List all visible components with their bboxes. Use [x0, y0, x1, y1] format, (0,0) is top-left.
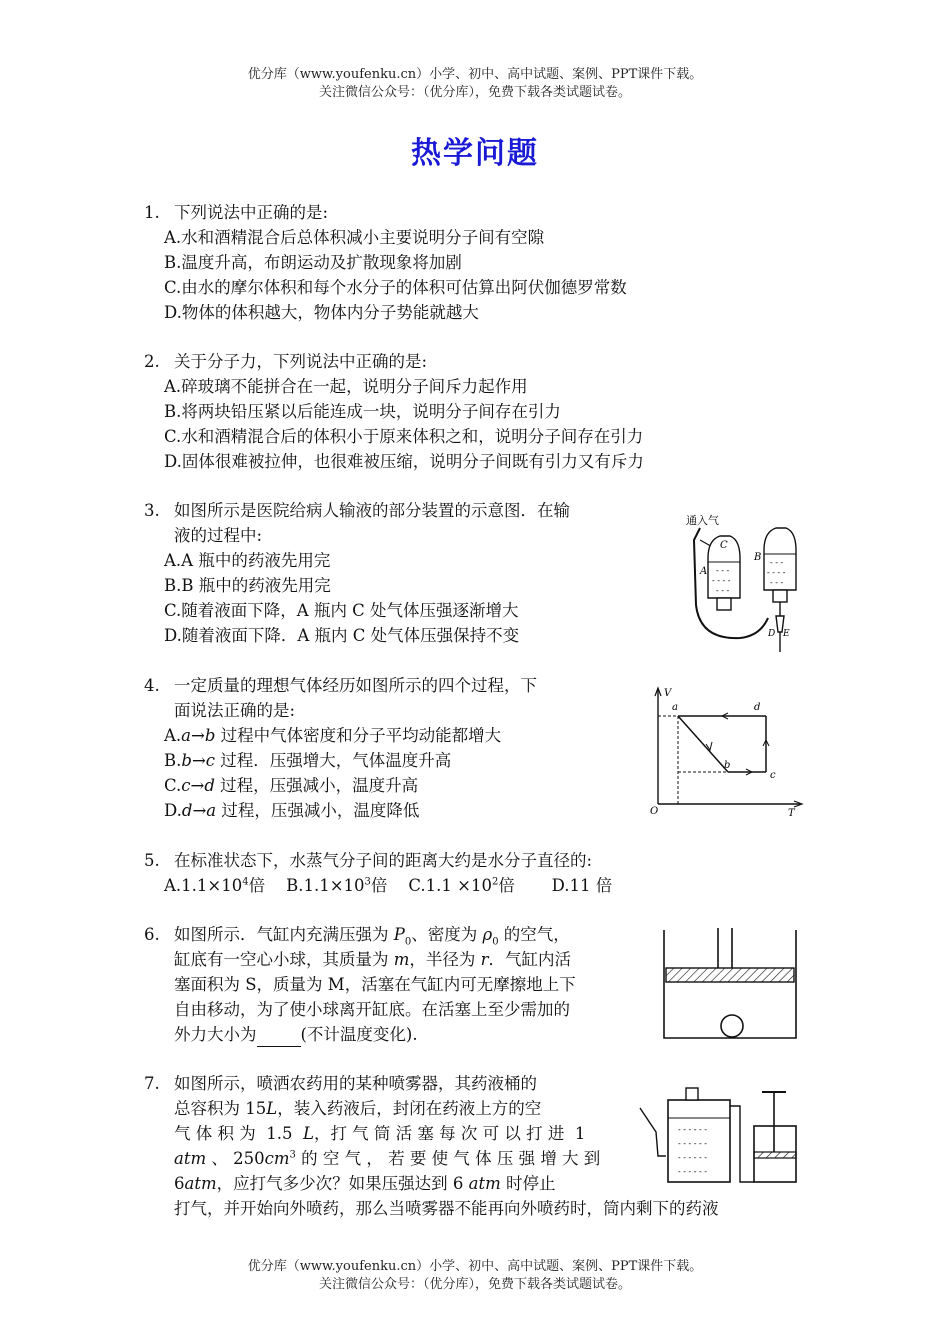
line-5 — [144, 1171, 719, 1196]
symbol-p: P — [393, 925, 405, 944]
text: 、 250 — [206, 1149, 265, 1168]
option-c — [408, 876, 514, 895]
symbol-rho: ρ — [482, 925, 493, 944]
question-stem-line-2: 面说法正确的是: — [174, 701, 296, 720]
exp-3: 3 — [289, 1149, 296, 1161]
state-to: b — [204, 726, 216, 745]
option-prefix: D. — [164, 801, 182, 820]
label-d: D — [768, 629, 776, 639]
state-to: d — [204, 776, 215, 795]
line-4 — [144, 1146, 719, 1171]
options-row — [144, 873, 612, 898]
option-b: B.温度升高，布朗运动及扩散现象将加剧 — [164, 253, 462, 272]
question-number: 5. — [144, 851, 160, 870]
text: ．气缸内活 — [488, 950, 572, 969]
unit-atm: atm — [184, 1174, 217, 1193]
line-3: 塞面积为 S，质量为 M，活塞在气缸内可无摩擦地上下 — [174, 975, 576, 994]
question-stem-line-1: 一定质量的理想气体经历如图所示的四个过程，下 — [174, 676, 537, 695]
arrow: → — [192, 801, 207, 820]
liquid-dashes-1: - - - - - - — [678, 1125, 707, 1134]
connect-tube — [730, 1106, 754, 1182]
liquid-dashes-4: - - - - - - — [678, 1167, 707, 1176]
question-1 — [144, 200, 627, 325]
liquid-dashes-b3: - - - — [770, 578, 784, 587]
option-b — [144, 748, 537, 773]
label-c: c — [770, 770, 776, 781]
label-b: b — [724, 760, 731, 771]
state-to: a — [206, 801, 217, 820]
hollow-ball — [721, 1015, 743, 1037]
question-5 — [144, 848, 612, 898]
footer-line-1: 优分库（www.youfenku.cn）小学、初中、高中试题、案例、PPT课件下载。 — [247, 1259, 703, 1274]
option-text: 过程，压强减小，温度降低 — [216, 801, 420, 820]
option-text: 过程，压强减小，温度升高 — [214, 776, 419, 795]
question-number: 3. — [144, 501, 160, 520]
text: 总容积为 15 — [174, 1099, 267, 1118]
label-o: O — [650, 806, 659, 817]
text: 外力大小为 — [174, 1025, 257, 1044]
line-4: 自由移动，为了使小球离开缸底。在活塞上至少需加的 — [174, 1000, 570, 1019]
option-c — [144, 773, 537, 798]
sprayer-diagram — [638, 1082, 804, 1192]
label-d: d — [754, 702, 761, 713]
state-from: d — [181, 801, 193, 820]
header-line-2: 关注微信公众号：（优分库），免费下载各类试题试卷。 — [318, 85, 631, 100]
option-a — [164, 876, 265, 895]
question-2 — [144, 349, 644, 474]
text: 、密度为 — [411, 925, 483, 944]
state-from: a — [181, 726, 192, 745]
option-a — [144, 723, 537, 748]
arrow: → — [191, 726, 205, 745]
option-b-text: B.1.1×10 — [286, 876, 365, 895]
label-e: E — [783, 629, 790, 639]
answer-blank[interactable] — [257, 1028, 301, 1047]
unit-atm: atm — [468, 1174, 501, 1193]
liquid-dashes-b2: - - - - — [767, 568, 786, 577]
arrow: → — [191, 751, 206, 770]
sub-0: 0 — [492, 936, 499, 948]
option-d: D.11 倍 — [551, 876, 613, 895]
tank-cap — [686, 1088, 698, 1100]
text: ，装入药液后，封闭在药液上方的空 — [277, 1099, 542, 1118]
option-d: D.随着液面下降．A 瓶内 C 处气体压强保持不变 — [164, 626, 520, 645]
question-stem-line-1: 如图所示是医院给病人输液的部分装置的示意图．在输 — [174, 501, 570, 520]
text: ，半径为 — [409, 950, 481, 969]
liquid-dashes-3: - - - - - - — [678, 1153, 707, 1162]
unit-cm: cm — [264, 1149, 290, 1168]
line-1: 如图所示，喷洒农药用的某种喷雾器，其药液桶的 — [174, 1074, 537, 1093]
option-prefix: B. — [164, 751, 182, 770]
vt-diagram — [648, 684, 808, 818]
nozzle-tube — [640, 1108, 666, 1156]
option-c-text: C.1.1 ×10 — [408, 876, 492, 895]
option-prefix: C. — [164, 776, 182, 795]
option-prefix: A. — [164, 726, 182, 745]
sub-0: 0 — [404, 936, 412, 948]
question-4 — [144, 673, 537, 823]
state-to: c — [205, 751, 216, 770]
line-6: 打气，并开始向外喷药，那么当喷雾器不能再向外喷药时，筒内剩下的药液 — [174, 1199, 719, 1218]
text: 缸底有一空心小球，其质量为 — [174, 950, 394, 969]
question-number: 4. — [144, 676, 160, 695]
label-a: A — [700, 566, 708, 577]
footer-line-2: 关注微信公众号：（优分库），免费下载各类试题试卷。 — [318, 1277, 631, 1292]
option-a: A.碎玻璃不能拼合在一起，说明分子间斥力起作用 — [164, 377, 528, 396]
option-b-unit: 倍 — [370, 876, 388, 895]
arrow: → — [190, 776, 205, 795]
text: ，应打气多少次？如果压强达到 6 — [216, 1174, 469, 1193]
line-5 — [144, 1022, 576, 1047]
option-c: C.由水的摩尔体积和每个水分子的体积可估算出阿伏伽德罗常数 — [164, 278, 627, 297]
option-a-text: A.1.1×10 — [164, 876, 243, 895]
text: 的空气， — [498, 925, 570, 944]
option-a-unit: 倍 — [248, 876, 266, 895]
line-3 — [144, 1121, 719, 1146]
liquid-dashes-a: - - - — [716, 566, 730, 575]
text: 6 — [174, 1174, 185, 1193]
line-2 — [144, 1096, 719, 1121]
option-d: D.固体很难被拉伸，也很难被压缩，说明分子间既有引力又有斥力 — [164, 452, 644, 471]
label-a: a — [672, 702, 678, 713]
option-b-exp: 3 — [364, 876, 371, 888]
liquid-dashes-a2: - - - - — [712, 576, 731, 585]
drip-chamber — [776, 602, 784, 652]
unit-atm: atm — [174, 1149, 207, 1168]
text: 的 空 气 ， 若 要 使 气 体 压 强 增 大 到 — [295, 1149, 601, 1168]
label-v: V — [664, 688, 672, 699]
option-c: C.水和酒精混合后的体积小于原来体积之和，说明分子间存在引力 — [164, 427, 644, 446]
question-number: 1. — [144, 203, 160, 222]
option-b: B.B 瓶中的药液先用完 — [164, 576, 331, 595]
option-a-exp: 4 — [242, 876, 249, 888]
option-text: 过程．压强增大，气体温度升高 — [215, 751, 452, 770]
option-d: D.物体的体积越大，物体内分子势能就越大 — [164, 303, 479, 322]
option-b — [286, 876, 387, 895]
question-stem: 关于分子力，下列说法中正确的是: — [174, 352, 428, 371]
text: 气 体 积 为 1.5 — [174, 1124, 303, 1143]
option-c-exp: 2 — [491, 876, 499, 888]
liquid-dashes-2: - - - - - - — [678, 1139, 707, 1148]
question-7 — [144, 1071, 719, 1221]
option-d — [144, 798, 537, 823]
question-3 — [144, 498, 570, 648]
unit-l: L — [266, 1099, 278, 1118]
pump-piston — [754, 1152, 796, 1158]
option-b: B.将两块铅压紧以后能连成一块，说明分子间存在引力 — [164, 402, 561, 421]
text: (不计温度变化). — [300, 1025, 418, 1044]
question-stem-line-2: 液的过程中: — [174, 526, 263, 545]
state-from: c — [181, 776, 191, 795]
label-air-inlet: 通入气 — [686, 514, 719, 527]
piston — [666, 968, 794, 982]
question-6 — [144, 922, 576, 1047]
option-c-unit: 倍 — [498, 876, 515, 895]
label-b: B — [754, 552, 762, 563]
option-c: C.随着液面下降，A 瓶内 C 处气体压强逐渐增大 — [164, 601, 519, 620]
bottle-b-stopper — [773, 590, 787, 602]
label-t: T — [788, 808, 795, 818]
process-ab — [678, 716, 731, 772]
cylinder-diagram — [660, 922, 800, 1042]
option-a: A.水和酒精混合后总体积减小主要说明分子间有空隙 — [164, 228, 545, 247]
option-a: A.A 瓶中的药液先用完 — [164, 551, 331, 570]
option-text: 过程中气体密度和分子平均动能都增大 — [215, 726, 502, 745]
question-number: 2. — [144, 352, 160, 371]
question-stem: 下列说法中正确的是: — [174, 203, 329, 222]
infusion-diagram — [680, 510, 810, 660]
question-stem: 在标准状态下，水蒸气分子间的距离大约是水分子直径的: — [174, 851, 593, 870]
question-number: 6. — [144, 925, 160, 944]
page-footer — [0, 1258, 950, 1294]
text: ，打 气 筒 活 塞 每 次 可 以 打 进 1 — [313, 1124, 586, 1143]
liquid-dashes-b: - - - — [770, 558, 784, 567]
symbol-m: m — [393, 950, 410, 969]
text: 时停止 — [500, 1174, 556, 1193]
state-from: b — [181, 751, 192, 770]
label-c: C — [720, 540, 728, 551]
question-number: 7. — [144, 1074, 160, 1093]
liquid-dashes-a3: - - - — [716, 586, 730, 595]
page-header — [0, 66, 950, 102]
line-1 — [174, 922, 570, 947]
bottle-a-stopper — [717, 598, 731, 610]
symbol-r: r — [480, 950, 489, 969]
page-title: 热学问题 — [411, 136, 539, 171]
line-2 — [144, 947, 576, 972]
header-line-1: 优分库（www.youfenku.cn）小学、初中、高中试题、案例、PPT课件下载。 — [247, 67, 703, 82]
unit-l: L — [302, 1124, 314, 1143]
text: 如图所示．气缸内充满压强为 — [174, 925, 394, 944]
